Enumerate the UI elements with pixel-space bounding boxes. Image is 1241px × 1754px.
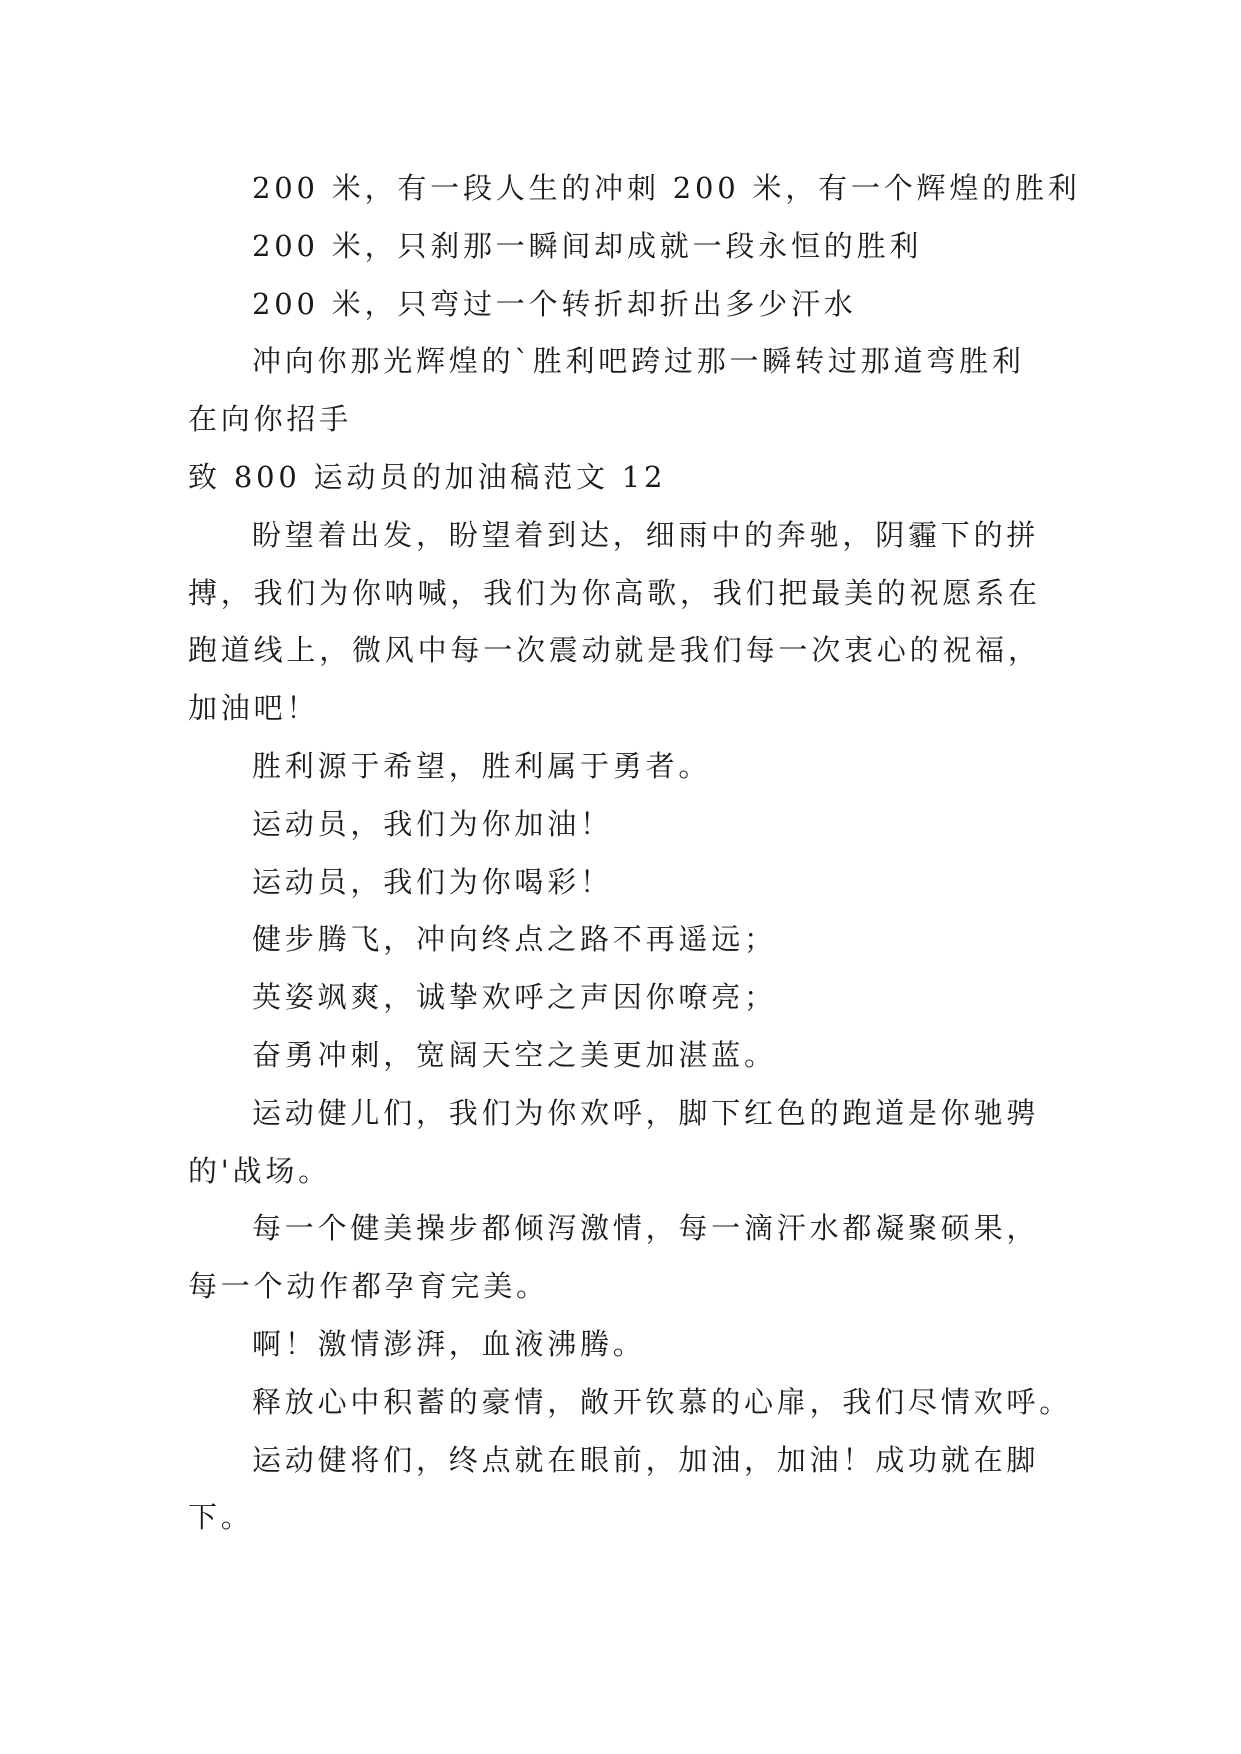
text-line: 运动员，我们为你喝彩！	[252, 864, 613, 899]
text-line: 运动员，我们为你加油！	[252, 806, 613, 841]
text-line: 200 米，只刹那一瞬间却成就一段永恒的胜利	[252, 228, 923, 263]
text-line: 每一个动作都孕育完美。	[188, 1269, 549, 1304]
text-line: 健步腾飞，冲向终点之路不再遥远；	[252, 922, 777, 957]
text-line: 盼望着出发，盼望着到达，细雨中的奔驰，阴霾下的拼	[252, 517, 1040, 552]
text-line: 200 米，有一段人生的冲刺 200 米，有一个辉煌的胜利	[252, 171, 1081, 205]
text-line: 搏，我们为你呐喊，我们为你高歌，我们把最美的祝愿系在	[188, 575, 1041, 610]
text-line: 加油吧！	[188, 691, 320, 726]
text-line: 啊！激情澎湃，血液沸腾。	[252, 1326, 646, 1361]
text-line: 下。	[188, 1500, 254, 1535]
section-heading: 致 800 运动员的加油稿范文 12	[188, 459, 667, 494]
text-line: 跑道线上，微风中每一次震动就是我们每一次衷心的祝福，	[188, 633, 1041, 668]
text-line: 运动健儿们，我们为你欢呼，脚下红色的跑道是你驰骋	[252, 1095, 1040, 1130]
text-line: 奋勇冲刺，宽阔天空之美更加湛蓝。	[252, 1037, 777, 1072]
text-line: 冲向你那光辉煌的`胜利吧跨过那一瞬转过那道弯胜利	[252, 344, 1025, 379]
text-line: 在向你招手	[188, 402, 353, 437]
text-line: 200 米，只弯过一个转折却折出多少汗水	[252, 286, 857, 321]
text-line: 每一个健美操步都倾泻激情，每一滴汗水都凝聚硕果，	[252, 1211, 1040, 1246]
document-body	[188, 160, 1081, 1547]
text-line: 胜利源于希望，胜利属于勇者。	[252, 748, 712, 783]
text-line: 运动健将们，终点就在眼前，加油，加油！成功就在脚	[252, 1442, 1040, 1477]
text-line: 释放心中积蓄的豪情，敞开钦慕的心扉，我们尽情欢呼。	[252, 1384, 1073, 1419]
text-line: 的'战场。	[188, 1153, 331, 1188]
text-line: 英姿飒爽，诚挚欢呼之声因你嘹亮；	[252, 980, 777, 1015]
